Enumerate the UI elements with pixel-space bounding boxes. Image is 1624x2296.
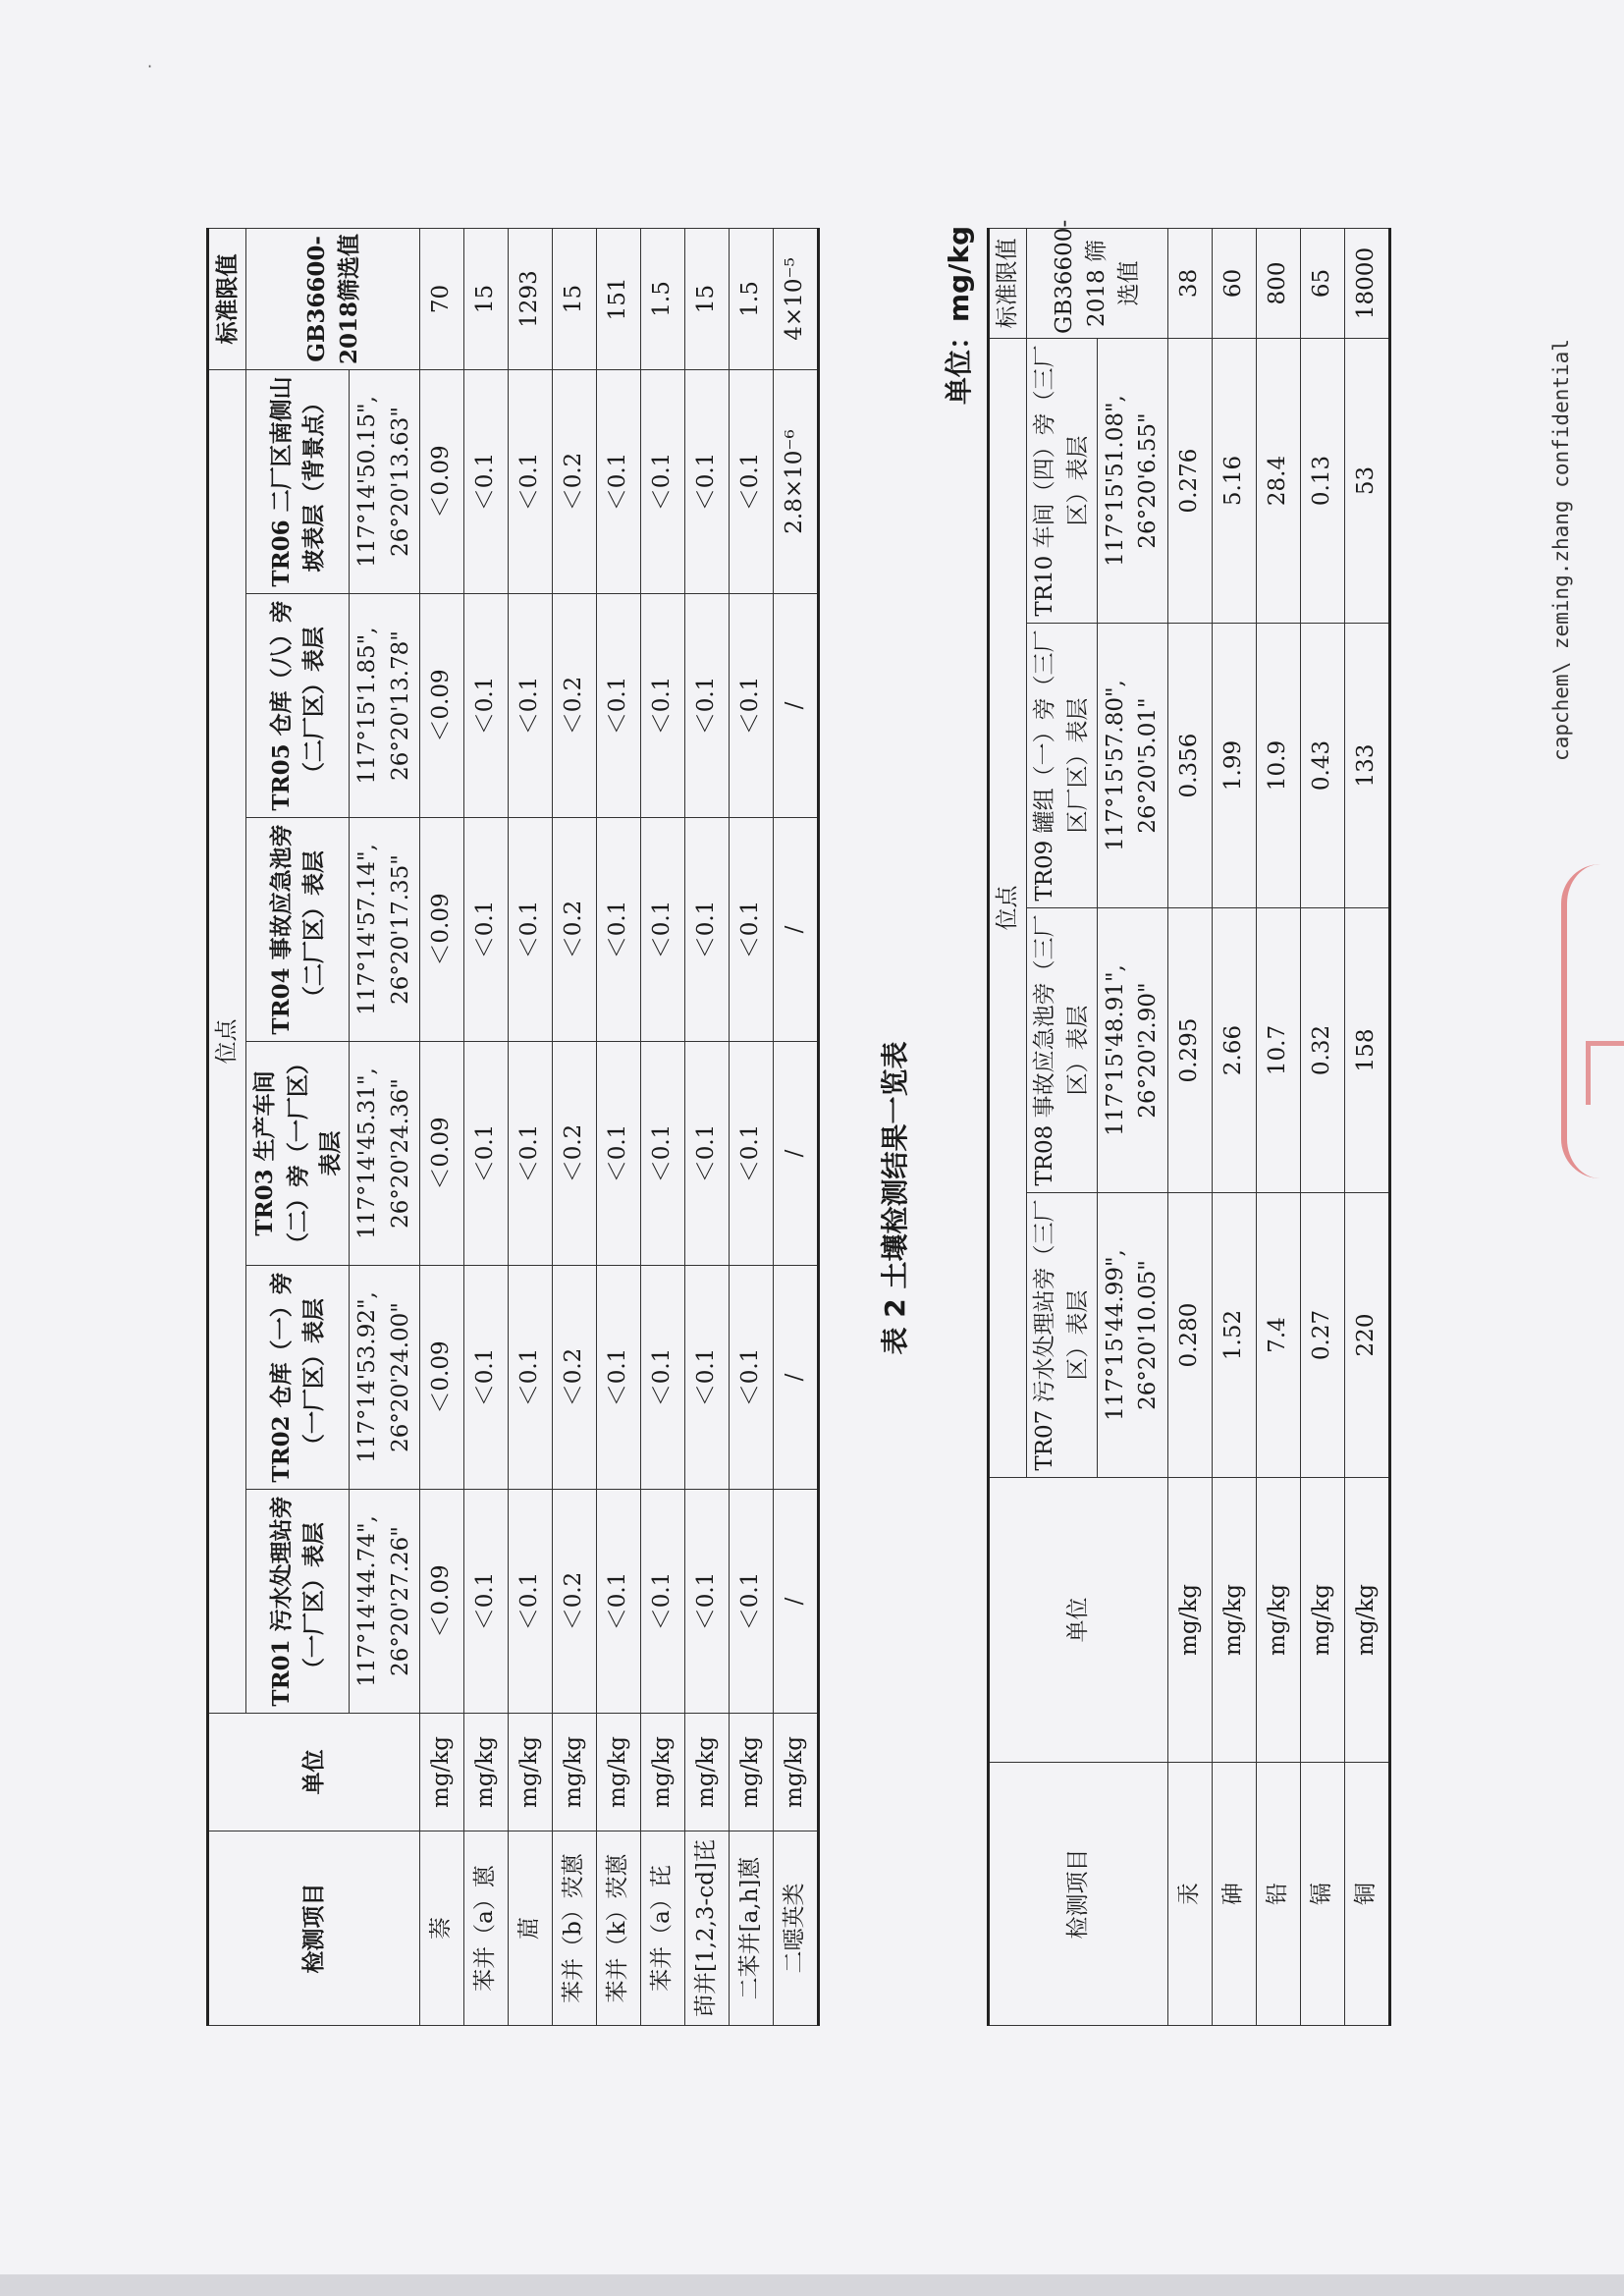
t1-row-item: 苯并（a）芘	[641, 1831, 685, 2026]
t1-row-item: 苯并（k）荧蒽	[597, 1831, 641, 2026]
t1-cell: ＜0.1	[597, 594, 641, 818]
t2-point-name: TR07 污水处理站旁（三厂区）表层	[1027, 1193, 1098, 1478]
t1-row-item: 苯并（b）荧蒽	[553, 1831, 597, 2026]
t1-cell: ＜0.1	[464, 1266, 509, 1490]
t1-cell: ＜0.1	[685, 818, 730, 1042]
t1-cell: /	[774, 1266, 819, 1490]
t2-cell: 0.27	[1300, 1193, 1344, 1478]
t2-row-item: 铅	[1256, 1763, 1300, 2026]
t1-row-unit: mg/kg	[641, 1714, 685, 1831]
t2-header-standard: 标准限值	[989, 229, 1027, 339]
t2-cell: 0.356	[1167, 624, 1212, 908]
t1-cell: ＜0.1	[730, 369, 774, 593]
t2-cell: 0.32	[1300, 908, 1344, 1193]
t1-cell: ＜0.1	[509, 1490, 553, 1714]
t1-cell: ＜0.1	[685, 594, 730, 818]
corner-mark: ·	[147, 57, 153, 76]
t1-cell: ＜0.1	[509, 1042, 553, 1266]
t1-point-coord: 117°14'45.31", 26°20'24.36"	[350, 1042, 420, 1266]
t1-std: 15	[553, 228, 597, 369]
t1-point-coord: 117°14'50.15", 26°20'13.63"	[350, 369, 420, 593]
t1-row-unit: mg/kg	[597, 1714, 641, 1831]
caption2-container	[874, 923, 923, 1473]
t1-row-unit: mg/kg	[509, 1714, 553, 1831]
t1-cell: ＜0.1	[464, 1490, 509, 1714]
t1-cell: ＜0.1	[509, 594, 553, 818]
t2-point-coord: 117°15'48.91", 26°20'2.90"	[1098, 908, 1168, 1193]
t1-cell: ＜0.1	[464, 594, 509, 818]
t1-point-coord: 117°15'1.85", 26°20'13.78"	[350, 594, 420, 818]
t1-header-standard: 标准限值	[208, 228, 246, 369]
t1-point-name: TR04 事故应急池旁（二厂区）表层	[246, 818, 350, 1042]
t2-cell: 0.276	[1167, 339, 1212, 624]
t2-std: 18000	[1344, 229, 1389, 339]
t1-cell: /	[774, 1042, 819, 1266]
table-row	[1212, 229, 1256, 2026]
t2-row-unit: mg/kg	[1212, 1478, 1256, 1763]
t2-point-name: TR09 罐组（一）旁（三厂区厂区）表层	[1027, 624, 1098, 908]
t2-cell: 220	[1344, 1193, 1389, 1478]
t1-row-item: 茚并[1,2,3-cd]芘	[685, 1831, 730, 2026]
t2-row-unit: mg/kg	[1344, 1478, 1389, 1763]
t2-std: 38	[1167, 229, 1212, 339]
table-row	[464, 228, 509, 2025]
t2-point-name: TR10 车间（四）旁（三厂区）表层	[1027, 339, 1098, 624]
table-row	[730, 228, 774, 2025]
t1-row-unit: mg/kg	[553, 1714, 597, 1831]
t1-cell: ＜0.2	[553, 1042, 597, 1266]
t1-point-name: TR06 二厂区南侧山坡表层（背景点）	[246, 369, 350, 593]
table2	[987, 219, 1391, 2026]
t1-header-item: 检测项目	[208, 1831, 420, 2026]
t1-row-unit: mg/kg	[685, 1714, 730, 1831]
t2-std: 60	[1212, 229, 1256, 339]
t1-cell: ＜0.1	[730, 818, 774, 1042]
t1-cell: ＜0.09	[420, 1042, 464, 1266]
t1-cell: /	[774, 594, 819, 818]
t2-cell: 5.16	[1212, 339, 1256, 624]
t1-cell: 2.8×10⁻⁶	[774, 369, 819, 593]
t1-cell: ＜0.1	[509, 1266, 553, 1490]
table2-unit-label: 单位：mg/kg	[943, 226, 975, 406]
t1-std: 15	[464, 228, 509, 369]
t1-row-unit: mg/kg	[464, 1714, 509, 1831]
table-row	[553, 228, 597, 2025]
table-row	[509, 228, 553, 2025]
t2-point-name: TR08 事故应急池旁（三厂区）表层	[1027, 908, 1098, 1193]
t1-row-unit: mg/kg	[774, 1714, 819, 1831]
t1-cell: ＜0.1	[641, 594, 685, 818]
t2-cell: 1.52	[1212, 1193, 1256, 1478]
t2-cell: 2.66	[1212, 908, 1256, 1193]
t1-point-name: TR01 污水处理站旁（一厂区）表层	[246, 1490, 350, 1714]
t1-cell: /	[774, 1490, 819, 1714]
t1-std: 1.5	[641, 228, 685, 369]
t1-cell: ＜0.09	[420, 1490, 464, 1714]
t2-cell: 0.43	[1300, 624, 1344, 908]
table2-container	[987, 219, 1391, 2026]
table2-caption: 表 2 土壤检测结果一览表	[879, 1041, 911, 1355]
t1-cell: ＜0.1	[685, 1490, 730, 1714]
t1-cell: ＜0.1	[685, 1266, 730, 1490]
t2-row-item: 铜	[1344, 1763, 1389, 2026]
t1-std: 1293	[509, 228, 553, 369]
t1-cell: ＜0.1	[464, 1042, 509, 1266]
t1-std: 15	[685, 228, 730, 369]
t2-cell: 158	[1344, 908, 1389, 1193]
red-stamp-mark-2	[1586, 1041, 1624, 1105]
t1-row-item: 二苯并[a,h]蒽	[730, 1831, 774, 2026]
t1-cell: ＜0.1	[597, 1266, 641, 1490]
t1-cell: ＜0.1	[685, 369, 730, 593]
t1-std: 4×10⁻⁵	[774, 228, 819, 369]
t2-cell: 10.9	[1256, 624, 1300, 908]
t1-cell: ＜0.1	[464, 818, 509, 1042]
t1-cell: ＜0.1	[641, 369, 685, 593]
scan-edge	[0, 2274, 1624, 2296]
t1-cell: ＜0.1	[730, 1266, 774, 1490]
t1-point-name: TR02 仓库（一）旁（一厂区）表层	[246, 1266, 350, 1490]
t2-std: 800	[1256, 229, 1300, 339]
t2-cell: 0.13	[1300, 339, 1344, 624]
t1-cell: ＜0.1	[685, 1042, 730, 1266]
t1-cell: ＜0.2	[553, 1490, 597, 1714]
table-row	[685, 228, 730, 2025]
t1-row-unit: mg/kg	[730, 1714, 774, 1831]
t1-point-coord: 117°14'57.14", 26°20'17.35"	[350, 818, 420, 1042]
t2-point-coord: 117°15'57.80", 26°20'5.01"	[1098, 624, 1168, 908]
unit2-container	[938, 226, 987, 481]
t2-row-item: 镉	[1300, 1763, 1344, 2026]
t1-cell: ＜0.09	[420, 818, 464, 1042]
t2-row-unit: mg/kg	[1256, 1478, 1300, 1763]
t1-point-name: TR05 仓库（八）旁（二厂区）表层	[246, 594, 350, 818]
t1-point-coord: 117°14'53.92", 26°20'24.00"	[350, 1266, 420, 1490]
t2-cell: 10.7	[1256, 908, 1300, 1193]
table-row	[1256, 229, 1300, 2026]
t1-row-item: 䓛	[509, 1831, 553, 2026]
table-row	[641, 228, 685, 2025]
t1-cell: ＜0.09	[420, 594, 464, 818]
t2-standard-sub: GB36600-2018 筛选值	[1027, 229, 1167, 339]
t1-standard-sub: GB36600-2018筛选值	[246, 228, 420, 369]
t2-header-unit: 单位	[989, 1478, 1168, 1763]
table-row	[1344, 229, 1389, 2026]
t1-cell: ＜0.1	[641, 1266, 685, 1490]
t2-point-coord: 117°15'44.99", 26°20'10.05"	[1098, 1193, 1168, 1478]
t2-cell: 0.280	[1167, 1193, 1212, 1478]
table-row	[597, 228, 641, 2025]
t2-std: 65	[1300, 229, 1344, 339]
t1-std: 70	[420, 228, 464, 369]
t1-cell: ＜0.1	[597, 818, 641, 1042]
table-row	[1300, 229, 1344, 2026]
table1	[206, 228, 820, 2026]
t2-cell: 0.295	[1167, 908, 1212, 1193]
t1-cell: ＜0.1	[730, 594, 774, 818]
t1-row-unit: mg/kg	[420, 1714, 464, 1831]
t1-cell: ＜0.1	[509, 369, 553, 593]
t2-row-item: 汞	[1167, 1763, 1212, 2026]
t1-cell: ＜0.1	[597, 369, 641, 593]
t2-cell: 133	[1344, 624, 1389, 908]
t1-std: 1.5	[730, 228, 774, 369]
t1-cell: ＜0.1	[464, 369, 509, 593]
t2-cell: 53	[1344, 339, 1389, 624]
t2-header-site: 位点	[989, 339, 1027, 1478]
t2-cell: 1.99	[1212, 624, 1256, 908]
t1-cell: ＜0.1	[730, 1490, 774, 1714]
t1-cell: ＜0.2	[553, 369, 597, 593]
t1-cell: ＜0.1	[597, 1490, 641, 1714]
t1-std: 151	[597, 228, 641, 369]
t1-row-item: 苯并（a）蒽	[464, 1831, 509, 2026]
t1-cell: ＜0.2	[553, 594, 597, 818]
t2-row-unit: mg/kg	[1167, 1478, 1212, 1763]
t2-header-item: 检测项目	[989, 1763, 1168, 2026]
table-row	[420, 228, 464, 2025]
t1-cell: ＜0.1	[509, 818, 553, 1042]
t1-cell: ＜0.1	[641, 1042, 685, 1266]
t1-cell: ＜0.1	[730, 1042, 774, 1266]
t1-cell: /	[774, 818, 819, 1042]
t1-cell: ＜0.2	[553, 818, 597, 1042]
t1-cell: ＜0.1	[597, 1042, 641, 1266]
t2-cell: 7.4	[1256, 1193, 1300, 1478]
t1-cell: ＜0.1	[641, 1490, 685, 1714]
t1-row-item: 萘	[420, 1831, 464, 2026]
table-row	[1167, 229, 1212, 2026]
t2-point-coord: 117°15'51.08", 26°20'6.55"	[1098, 339, 1168, 624]
t1-point-name: TR03 生产车间（二）旁（一厂区）表层	[246, 1042, 350, 1266]
t1-header-unit: 单位	[208, 1714, 420, 1831]
t1-cell: ＜0.09	[420, 1266, 464, 1490]
t2-cell: 28.4	[1256, 339, 1300, 624]
t1-point-coord: 117°14'44.74", 26°20'27.26"	[350, 1490, 420, 1714]
watermark-text: capchem\ zeming.zhang confidential	[1549, 339, 1573, 761]
t2-row-item: 砷	[1212, 1763, 1256, 2026]
t1-header-site: 位点	[208, 369, 246, 1713]
t1-cell: ＜0.2	[553, 1266, 597, 1490]
t1-row-item: 二噁英类	[774, 1831, 819, 2026]
t2-row-unit: mg/kg	[1300, 1478, 1344, 1763]
table-row	[774, 228, 819, 2025]
t1-cell: ＜0.1	[641, 818, 685, 1042]
t1-cell: ＜0.09	[420, 369, 464, 593]
table1-container	[206, 229, 820, 2026]
red-stamp-mark	[1561, 864, 1624, 1178]
